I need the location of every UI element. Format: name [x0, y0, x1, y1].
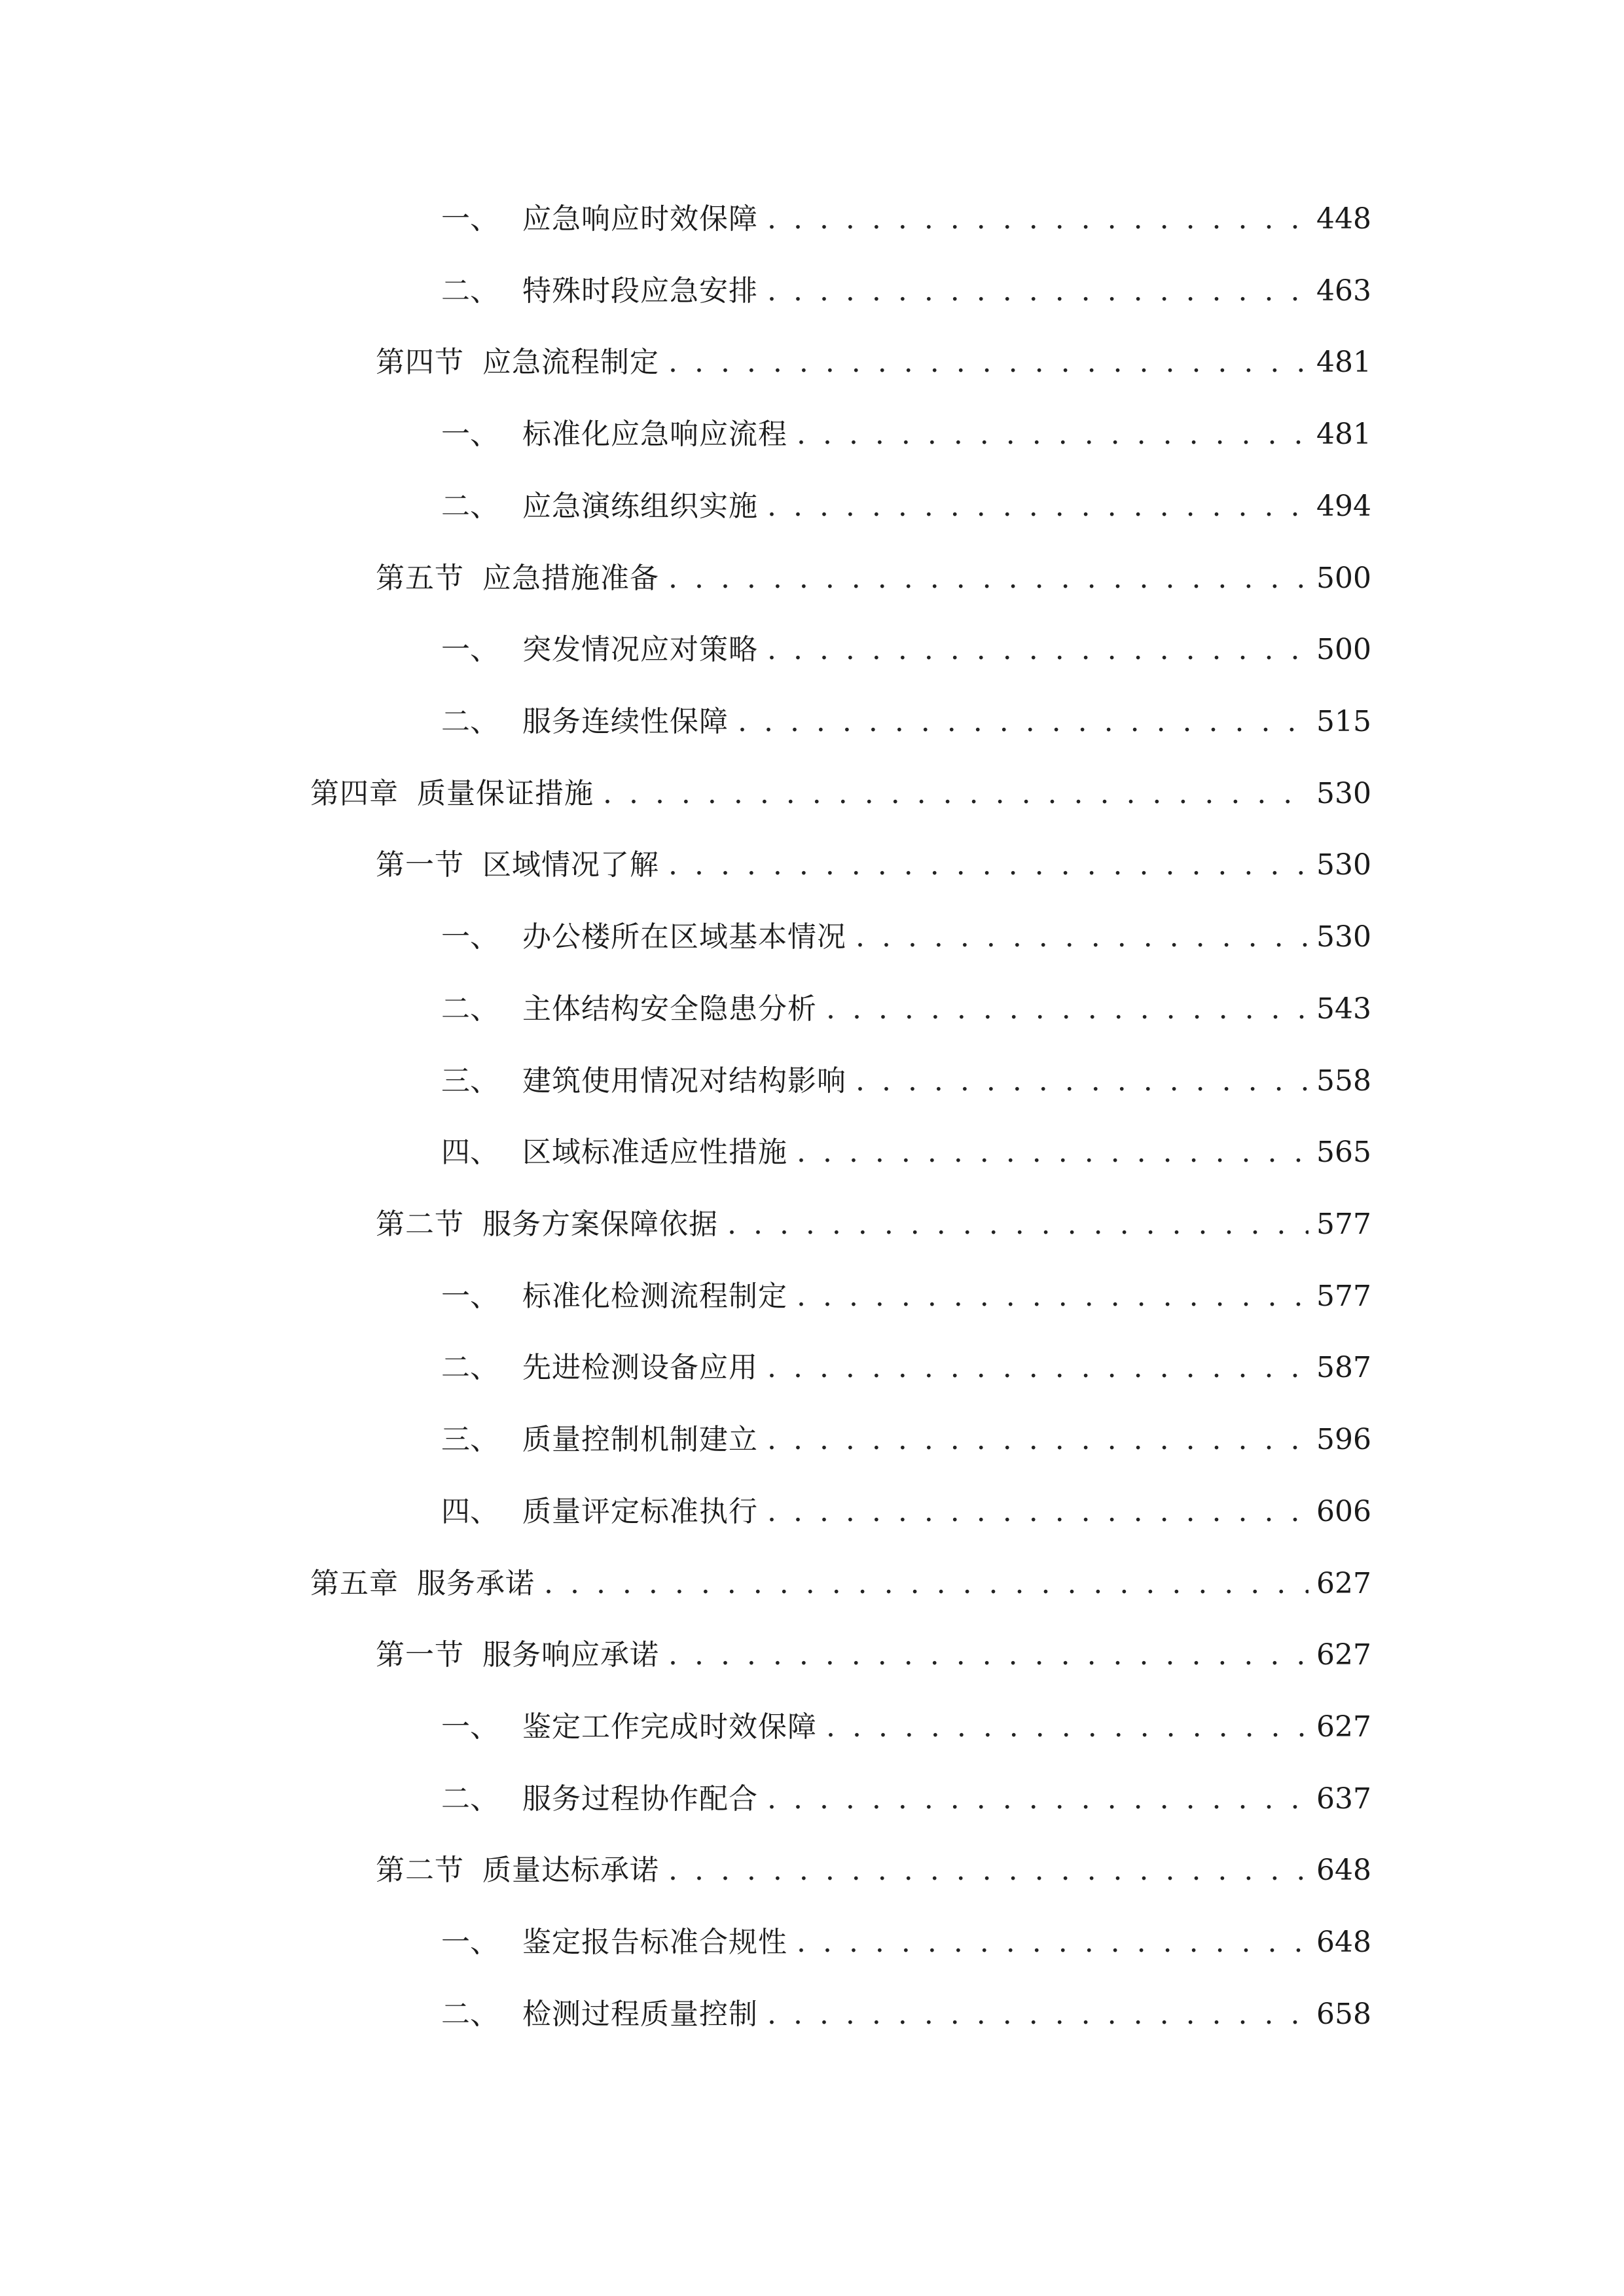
entry-title: 服务方案保障依据	[482, 1208, 718, 1241]
entry-number: 四、	[441, 1495, 499, 1528]
entry-number: 二、	[441, 1351, 499, 1384]
entry-number: 一、	[441, 1710, 499, 1744]
section-number: 第二节	[376, 1208, 464, 1241]
page-number: 494	[1316, 490, 1371, 523]
page-number: 543	[1316, 992, 1371, 1026]
entry-title: 质量控制机制建立	[522, 1423, 758, 1456]
entry-number: 二、	[441, 992, 499, 1026]
entry-number: 二、	[441, 274, 499, 308]
page-number: 587	[1316, 1351, 1371, 1384]
section-number: 第五节	[376, 562, 464, 595]
toc-entry[interactable]	[441, 265, 1371, 317]
entry-number: 二、	[441, 1998, 499, 2031]
dot-leader	[797, 408, 1308, 461]
entry-number: 一、	[441, 920, 499, 954]
dot-leader	[767, 1414, 1308, 1466]
dot-leader	[856, 911, 1308, 963]
page-number: 577	[1316, 1208, 1371, 1241]
dot-leader	[767, 1342, 1308, 1394]
page-number: 481	[1316, 418, 1371, 451]
entry-title: 应急演练组织实施	[522, 490, 758, 523]
entry-number: 四、	[441, 1136, 499, 1169]
entry-number: 一、	[441, 418, 499, 451]
page-number: 565	[1316, 1136, 1371, 1169]
toc-entry[interactable]	[441, 1773, 1371, 1825]
page-number: 530	[1316, 777, 1371, 810]
toc-entry[interactable]	[441, 1414, 1371, 1466]
page-number: 637	[1316, 1782, 1371, 1816]
entry-number: 一、	[441, 1926, 499, 1959]
entry-title: 应急流程制定	[482, 346, 659, 379]
dot-leader	[738, 696, 1308, 748]
page-number: 481	[1316, 346, 1371, 379]
page-number: 500	[1316, 633, 1371, 666]
entry-number: 二、	[441, 1782, 499, 1816]
entry-number: 二、	[441, 705, 499, 738]
toc-entry[interactable]	[441, 983, 1371, 1035]
dot-leader	[767, 1988, 1308, 2041]
dot-leader	[727, 1198, 1308, 1251]
toc-entry[interactable]	[441, 1988, 1371, 2041]
dot-leader	[767, 624, 1308, 676]
dot-leader	[668, 552, 1308, 605]
toc-entry[interactable]	[441, 408, 1371, 461]
dot-leader	[668, 1629, 1308, 1681]
entry-title: 检测过程质量控制	[522, 1998, 758, 2031]
toc-entry[interactable]	[441, 1055, 1371, 1107]
page-number: 530	[1316, 920, 1371, 954]
entry-title: 区域标准适应性措施	[522, 1136, 787, 1169]
toc-entry[interactable]	[441, 1486, 1371, 1538]
entry-title: 特殊时段应急安排	[522, 274, 758, 308]
dot-leader	[767, 1486, 1308, 1538]
toc-entry[interactable]	[441, 193, 1371, 245]
entry-number: 一、	[441, 1280, 499, 1313]
page-number: 627	[1316, 1710, 1371, 1744]
toc-entry[interactable]	[441, 1270, 1371, 1323]
chapter-number: 第四章	[310, 777, 399, 810]
toc-entry[interactable]	[441, 1701, 1371, 1753]
entry-title: 主体结构安全隐患分析	[522, 992, 817, 1026]
entry-title: 服务承诺	[417, 1567, 535, 1600]
toc-section-entry[interactable]	[376, 552, 1371, 605]
toc-entry[interactable]	[441, 1916, 1371, 1969]
entry-title: 标准化应急响应流程	[522, 418, 787, 451]
section-number: 第一节	[376, 848, 464, 882]
page-number: 500	[1316, 562, 1371, 595]
toc-section-entry[interactable]	[376, 1629, 1371, 1681]
page-number: 558	[1316, 1064, 1371, 1098]
entry-title: 突发情况应对策略	[522, 633, 758, 666]
dot-leader	[668, 336, 1308, 389]
dot-leader	[826, 1701, 1308, 1753]
dot-leader	[797, 1126, 1308, 1179]
page-number: 627	[1316, 1567, 1371, 1600]
dot-leader	[767, 480, 1308, 533]
page-number: 627	[1316, 1638, 1371, 1672]
entry-title: 标准化检测流程制定	[522, 1280, 787, 1313]
dot-leader	[767, 193, 1308, 245]
dot-leader	[797, 1916, 1308, 1969]
dot-leader	[668, 1844, 1308, 1897]
entry-title: 服务连续性保障	[522, 705, 729, 738]
toc-entry[interactable]	[441, 480, 1371, 533]
page-number: 648	[1316, 1926, 1371, 1959]
section-number: 第一节	[376, 1638, 464, 1672]
toc-entry[interactable]	[441, 1126, 1371, 1179]
entry-number: 一、	[441, 633, 499, 666]
page-number: 463	[1316, 274, 1371, 308]
entry-title: 质量达标承诺	[482, 1854, 659, 1887]
entry-title: 应急响应时效保障	[522, 202, 758, 236]
toc-entry[interactable]	[441, 911, 1371, 963]
entry-title: 区域情况了解	[482, 848, 659, 882]
toc-entry[interactable]	[441, 696, 1371, 748]
page-number: 530	[1316, 848, 1371, 882]
entry-number: 一、	[441, 202, 499, 236]
toc-section-entry[interactable]	[376, 336, 1371, 389]
dot-leader	[856, 1055, 1308, 1107]
dot-leader	[797, 1270, 1308, 1323]
toc-section-entry[interactable]	[376, 1844, 1371, 1897]
entry-title: 先进检测设备应用	[522, 1351, 758, 1384]
dot-leader	[668, 839, 1308, 891]
entry-number: 三、	[441, 1064, 499, 1098]
entry-title: 服务过程协作配合	[522, 1782, 758, 1816]
entry-title: 应急措施准备	[482, 562, 659, 595]
dot-leader	[767, 265, 1308, 317]
entry-title: 建筑使用情况对结构影响	[522, 1064, 846, 1098]
entry-number: 三、	[441, 1423, 499, 1456]
toc-chapter-entry[interactable]	[310, 1558, 1371, 1610]
dot-leader	[826, 983, 1308, 1035]
chapter-number: 第五章	[310, 1567, 399, 1600]
dot-leader	[544, 1558, 1308, 1610]
toc-section-entry[interactable]	[376, 839, 1371, 891]
page-number: 658	[1316, 1998, 1371, 2031]
entry-title: 质量保证措施	[417, 777, 594, 810]
entry-number: 二、	[441, 490, 499, 523]
section-number: 第二节	[376, 1854, 464, 1887]
dot-leader	[603, 768, 1308, 820]
page-number: 577	[1316, 1280, 1371, 1313]
toc-entry[interactable]	[441, 624, 1371, 676]
section-number: 第四节	[376, 346, 464, 379]
entry-title: 质量评定标准执行	[522, 1495, 758, 1528]
toc-entry[interactable]	[441, 1342, 1371, 1394]
entry-title: 鉴定工作完成时效保障	[522, 1710, 817, 1744]
dot-leader	[767, 1773, 1308, 1825]
page-number: 448	[1316, 202, 1371, 236]
toc-chapter-entry[interactable]	[310, 768, 1371, 820]
page-number: 515	[1316, 705, 1371, 738]
toc-section-entry[interactable]	[376, 1198, 1371, 1251]
page-number: 596	[1316, 1423, 1371, 1456]
page-number: 648	[1316, 1854, 1371, 1887]
entry-title: 办公楼所在区域基本情况	[522, 920, 846, 954]
entry-title: 服务响应承诺	[482, 1638, 659, 1672]
entry-title: 鉴定报告标准合规性	[522, 1926, 787, 1959]
page-number: 606	[1316, 1495, 1371, 1528]
